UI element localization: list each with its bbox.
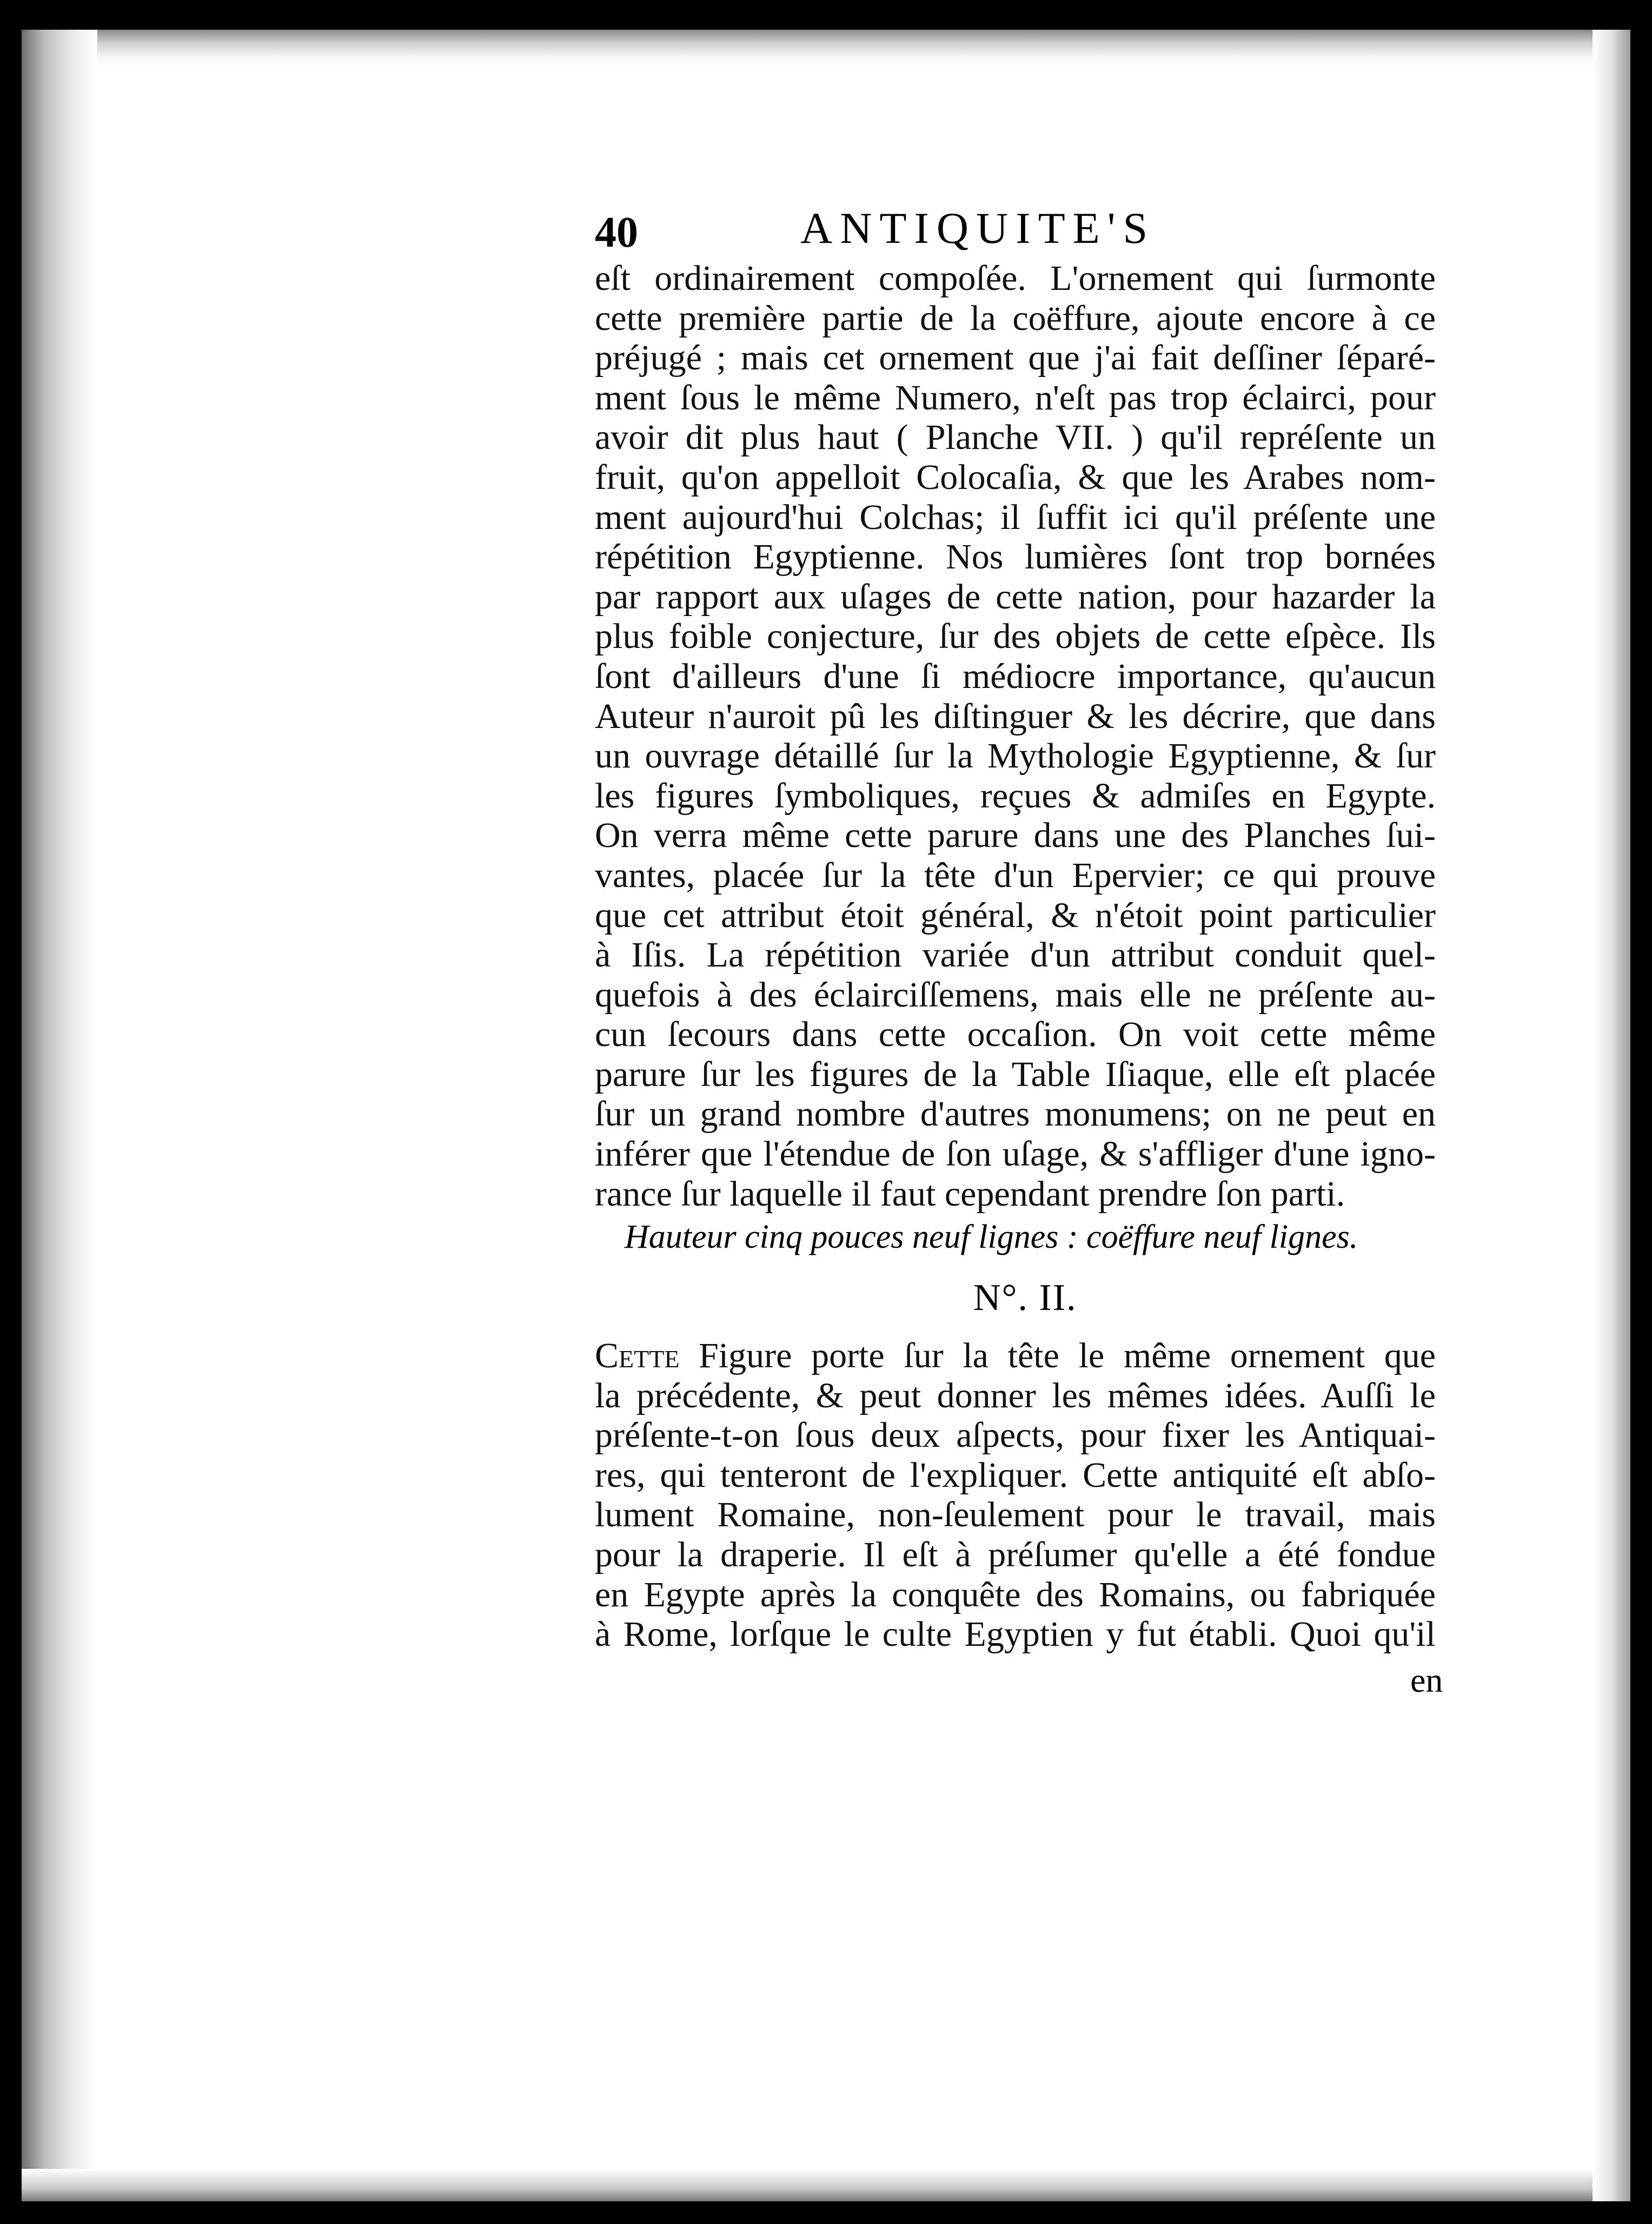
page-header: [595, 203, 1460, 268]
text-line: les figures ſymboliques, reçues & admiſes en Egypte.: [595, 776, 1436, 816]
text-line-last: rance ſur laquelle il faut cependant prendre ſon parti.: [595, 1174, 1345, 1214]
text-line: avoir dit plus haut ( Planche VII. ) qu'il repréſente un: [595, 418, 1436, 458]
scan-edge-top: [22, 30, 1630, 68]
text-line: que cet attribut étoit général, & n'étoit point particulier: [595, 895, 1436, 935]
text-line: eſt ordinairement compoſée. L'ornement qui ſurmonte: [595, 259, 1436, 298]
text-line: pour la draperie. Il eſt à préſumer qu'elle a été fondue: [595, 1534, 1436, 1574]
text-line: à Iſis. La répétition variée d'un attribut conduit quel-: [595, 935, 1436, 975]
text-line-first: [595, 1336, 1436, 1376]
text-line: en Egypte après la conquête des Romains, ou fabriquée: [595, 1574, 1436, 1614]
text-line: On verra même cette parure dans une des Planches ſui-: [595, 816, 1436, 856]
text-line: un ouvrage détaillé ſur la Mythologie Egyptienne, & ſur: [595, 736, 1436, 776]
text-line: la précédente, & peut donner les mêmes idées. Auſſi le: [595, 1375, 1436, 1415]
text-line: res, qui tenteront de l'expliquer. Cette antiquité eſt abſo-: [595, 1455, 1436, 1495]
section-heading: N°. II.: [973, 1277, 1077, 1319]
text-line: préjugé ; mais cet ornement que j'ai fait deſſiner ſéparé-: [595, 338, 1436, 378]
scan-edge-left: [22, 30, 97, 2201]
text-line: ſur un grand nombre d'autres monumens; on ne peut en: [595, 1094, 1436, 1134]
paragraph-2: [595, 1336, 1436, 1654]
text-line-remainder: Figure porte ſur la tête le même ornement que: [679, 1336, 1436, 1375]
text-line: préſente-t-on ſous deux aſpects, pour fixer les Antiquai-: [595, 1415, 1436, 1455]
text-line: ſont d'ailleurs d'une ſi médiocre importance, qu'aucun: [595, 656, 1436, 696]
text-line: cette première partie de la coëffure, ajoute encore à ce: [595, 298, 1436, 338]
text-line: à Rome, lorſque le culte Egyptien y fut établi. Quoi qu'il: [595, 1614, 1436, 1654]
text-line: inférer que l'étendue de ſon uſage, & s'affliger d'une igno-: [595, 1134, 1436, 1174]
paragraph-1: [595, 259, 1436, 1214]
text-line: par rapport aux uſages de cette nation, pour hazarder la: [595, 577, 1436, 617]
text-line: répétition Egyptienne. Nos lumières ſont trop bornées: [595, 537, 1436, 577]
dimensions-caption: Hauteur cinq pouces neuf lignes : coëffure neuf lignes.: [625, 1219, 1358, 1255]
initial-small-caps: Cette: [595, 1336, 680, 1375]
text-line: parure ſur les figures de la Table Iſiaque, elle eſt placée: [595, 1054, 1436, 1094]
text-line: ment ſous le même Numero, n'eſt pas trop éclairci, pour: [595, 378, 1436, 418]
scan-border-right: [1633, 0, 1652, 2224]
text-line: lument Romaine, non-ſeulement pour le travail, mais: [595, 1495, 1436, 1535]
text-line: quefois à des éclairciſſemens, mais elle ne préſente au-: [595, 975, 1436, 1015]
text-line: cun ſecours dans cette occaſion. On voit cette même: [595, 1015, 1436, 1055]
text-line: Auteur n'auroit pû les diſtinguer & les décrire, que dans: [595, 696, 1436, 736]
page-number: 40: [595, 209, 638, 256]
text-line: fruit, qu'on appelloit Colocaſia, & que les Arabes nom-: [595, 457, 1436, 497]
text-line: vantes, placée ſur la tête d'un Epervier; ce qui prouve: [595, 855, 1436, 895]
catchword: en: [1410, 1661, 1443, 1699]
text-line: plus foible conjecture, ſur des objets de cette eſpèce. Ils: [595, 617, 1436, 657]
running-head: ANTIQUITE'S: [800, 203, 1156, 253]
scan-edge-bottom: [22, 2169, 1630, 2201]
scan-edge-right: [1593, 30, 1630, 2201]
text-line: ment aujourd'hui Colchas; il ſuffit ici qu'il préſente une: [595, 497, 1436, 537]
